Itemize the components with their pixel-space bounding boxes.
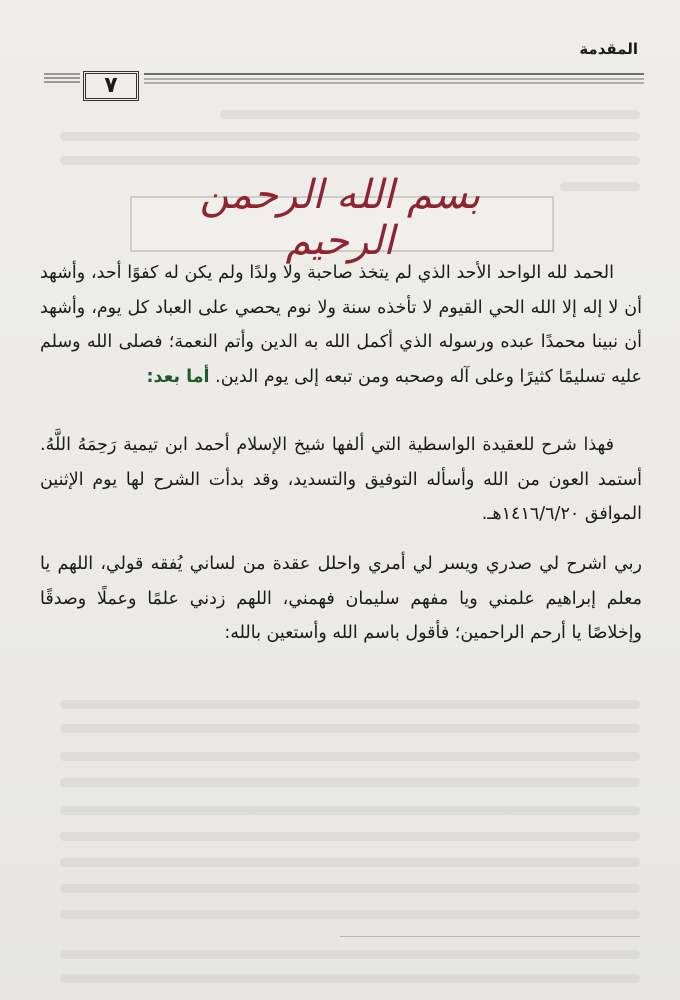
amma-baad-heading: أما بعد: xyxy=(146,366,210,387)
page-number: ٧ xyxy=(83,71,139,101)
paragraph-supplication: ربي اشرح لي صدري ويسر لي أمري واحلل عقدة من لساني يُفقه قولي، اللهم يا معلم إبراهيم علمني ويا مفهم سليمان فهمني، اللهم زدني علمًا وعملًا وصدقًا وإخلاصًا يا أرحم الراحمين؛ فأقول باسم الله وأستعين بالله: xyxy=(40,554,642,644)
footnote-separator xyxy=(340,936,640,937)
basmala-calligraphy: بسم الله الرحمن الرحيم xyxy=(199,172,481,264)
paragraph-praise-text: الحمد لله الواحد الأحد الذي لم يتخذ صاحبة ولا ولدًا ولم يكن له كفوًا أحد، وأشهد أن لا إله إلا الله الحي القيوم لا تأخذه سنة ولا نوم يحصي على العباد كل يوم، وأشهد أن نبينا محمدًا عبده ورسوله الذي أكمل الله به الدين وأتم النعمة؛ فصلى الله وسلم عليه تسليمًا كثيرًا وعلى آله وصحبه ومن تبعه إلى يوم الدين. xyxy=(40,263,642,387)
paragraph-praise xyxy=(40,256,642,394)
paragraph-introduction: فهذا شرح للعقيدة الواسطية التي ألفها شيخ الإسلام أحمد ابن تيمية رَحِمَهُ اللَّهُ. أستمد العون من الله وأسأله التوفيق والتسديد، وقد بدأت الشرح لها يوم الإثنين الموافق ١٤١٦/٦/٢٠هـ. xyxy=(40,435,642,525)
chapter-title: المقدمة xyxy=(579,40,638,58)
